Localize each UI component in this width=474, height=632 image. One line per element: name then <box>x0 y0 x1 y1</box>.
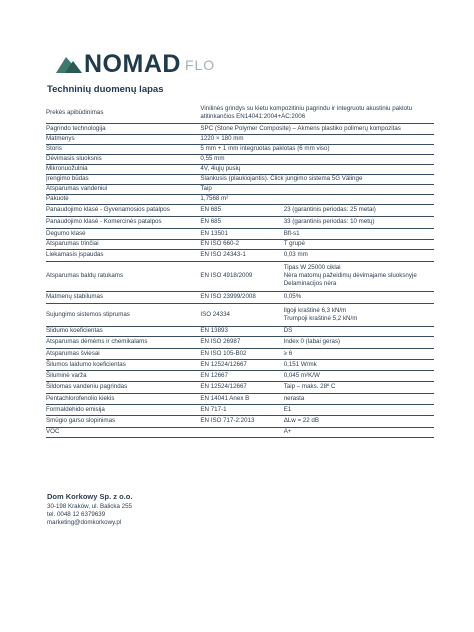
table-row <box>46 134 434 144</box>
row-standard: EN ISO 660-2 <box>200 239 283 249</box>
row-label: Storis <box>46 144 200 154</box>
row-value: 0,03 mm <box>284 249 434 261</box>
row-label: Matmenų stabilumas <box>46 291 200 303</box>
row-standard: EN 685 <box>200 204 283 216</box>
row-value: 4V, 4iųjų pusių <box>200 164 434 174</box>
table-row <box>46 348 434 359</box>
row-standard: EN ISO 105-B02 <box>200 348 283 359</box>
table-row <box>46 393 434 404</box>
company-name: Dom Korkowy Sp. z o.o. <box>47 492 133 501</box>
row-value: Tipas W 25000 ciklai Nėra matomų pažeidimų dėvimajame sluoksnyje Delaminacijos nėra <box>284 261 434 291</box>
row-value: 0,55 mm <box>200 154 434 164</box>
table-row <box>46 164 434 174</box>
brand-sub: FLO <box>184 57 216 73</box>
row-label: Panaudojimo klasė - Gyvenamosios patalpos <box>46 204 200 216</box>
row-value: 0,151 W/mk <box>284 359 434 370</box>
row-label: Šildomas vandeniu pagrindas <box>46 381 200 393</box>
company-email: marketing@domkorkowy.pl <box>47 519 122 526</box>
row-standard: EN 13501 <box>200 228 283 239</box>
row-standard: EN 14041 Anex B <box>200 393 283 404</box>
table-row <box>46 427 434 437</box>
table-row <box>46 154 434 164</box>
row-standard: EN 685 <box>200 216 283 228</box>
row-value: DS <box>284 326 434 336</box>
row-label: Šiluminė varža <box>46 370 200 381</box>
row-label: Pagrindo technologija <box>46 123 200 134</box>
table-row <box>46 123 434 134</box>
row-value: 5 mm + 1 mm integruotas paklotas (6 mm viso) <box>200 144 434 154</box>
row-value: Index 0 (labai geras) <box>284 336 434 348</box>
table-row <box>46 326 434 336</box>
table-row <box>46 404 434 415</box>
row-value: E1 <box>284 404 434 415</box>
row-value: Taip – maks. 28º C <box>284 381 434 393</box>
row-label: Atsparumas baldų ratukams <box>46 261 200 291</box>
row-label: Smūgio garso slopinimas <box>46 415 200 427</box>
row-label: Liekamasis įspaudas <box>46 249 200 261</box>
row-label: Atsparumas vandeniui <box>46 184 200 194</box>
table-row <box>46 336 434 348</box>
table-row <box>46 216 434 228</box>
table-row <box>46 370 434 381</box>
table-row <box>46 103 434 123</box>
row-label: VOC <box>46 427 200 437</box>
table-row <box>46 184 434 194</box>
row-standard: EN 717-1 <box>200 404 283 415</box>
row-label: Prekės apibūdinimas <box>46 103 200 123</box>
row-value: A+ <box>284 427 434 437</box>
row-label: Formaldehido emisija <box>46 404 200 415</box>
row-label: Pakuotė <box>46 194 200 204</box>
brand-logo <box>56 52 215 76</box>
row-label: Matmenys <box>46 134 200 144</box>
row-value: 0,05% <box>284 291 434 303</box>
row-label: Atsparumas dėmėms ir chemikalams <box>46 336 200 348</box>
row-value: 33 (garantinis periodas: 10 metų) <box>284 216 434 228</box>
table-row <box>46 144 434 154</box>
row-value: Vinilinės grindys su kietu kompozitiniu pagrindu ir integruotu akustiniu paklotu atitinkančios EN14041:2004+AC:2006 <box>200 103 434 123</box>
row-value: SPC (Stone Polymer Composite) – Akmens plastiko polimerų kompozitas <box>200 123 434 134</box>
table-row <box>46 249 434 261</box>
table-row <box>46 261 434 291</box>
row-standard: EN ISO 717-2:2013 <box>200 415 283 427</box>
row-label: Šilumos laidumo koeficientas <box>46 359 200 370</box>
company-phone: tel. 0048 12 6379639 <box>47 511 106 518</box>
table-row <box>46 381 434 393</box>
row-value: 1220 × 180 mm <box>200 134 434 144</box>
row-label: Panaudojimo klasė - Komercinės patalpos <box>46 216 200 228</box>
row-value: Taip <box>200 184 434 194</box>
table-row <box>46 239 434 249</box>
company-address: 30-198 Kraków, ul. Balicka 255 <box>47 503 132 510</box>
row-label: Degumo klasė <box>46 228 200 239</box>
row-standard: EN 12524/12667 <box>200 381 283 393</box>
logo-mark-icon <box>56 55 82 73</box>
row-value: Ilgoji kraštinė 6,3 kN/m Trumpoji kraštinė 5,2 kN/m <box>284 303 434 326</box>
row-value: Bfl-s1 <box>284 228 434 239</box>
row-standard: EN ISO 4918/2009 <box>200 261 283 291</box>
table-row <box>46 303 434 326</box>
row-value: nerasta <box>284 393 434 404</box>
company-contacts <box>47 503 132 527</box>
spec-table <box>46 103 434 438</box>
table-row <box>46 204 434 216</box>
row-standard: EN 12667 <box>200 370 283 381</box>
table-row <box>46 291 434 303</box>
row-label: Įrengimo būdas <box>46 174 200 184</box>
row-standard: EN 12524/12667 <box>200 359 283 370</box>
row-label: Atsparumas trinčiai <box>46 239 200 249</box>
row-value: T grupė <box>284 239 434 249</box>
row-value: ΔLw = 22 dB <box>284 415 434 427</box>
row-standard: EN ISO 23999/2008 <box>200 291 283 303</box>
row-label: Sujungimo sistemos stiprumas <box>46 303 200 326</box>
row-value: 0,045 m²K/W <box>284 370 434 381</box>
table-row <box>46 174 434 184</box>
row-standard: EN ISO 26987 <box>200 336 283 348</box>
table-row <box>46 359 434 370</box>
row-label: Pentachlorofenolio kiekis <box>46 393 200 404</box>
row-value: 23 (garantinis periodas: 25 metai) <box>284 204 434 216</box>
table-row <box>46 228 434 239</box>
table-row <box>46 415 434 427</box>
row-label: Mikronuožulnia <box>46 164 200 174</box>
row-standard: ISO 24334 <box>200 303 283 326</box>
row-value: ≥ 6 <box>284 348 434 359</box>
row-standard <box>200 427 283 437</box>
table-row <box>46 194 434 204</box>
row-value: Slankusis (plaukiojantis). Click jungimo sistema 5G Välinge <box>200 174 434 184</box>
row-label: Dėvimasis sluoksnis <box>46 154 200 164</box>
row-label: Slidumo koeficientas <box>46 326 200 336</box>
brand-name: NOMAD <box>84 50 181 78</box>
page-title: Techninių duomenų lapas <box>47 84 164 95</box>
row-label: Atsparumas šviesai <box>46 348 200 359</box>
row-standard: EN 13893 <box>200 326 283 336</box>
row-value: 1,7568 m² <box>200 194 434 204</box>
row-standard: EN ISO 24343-1 <box>200 249 283 261</box>
